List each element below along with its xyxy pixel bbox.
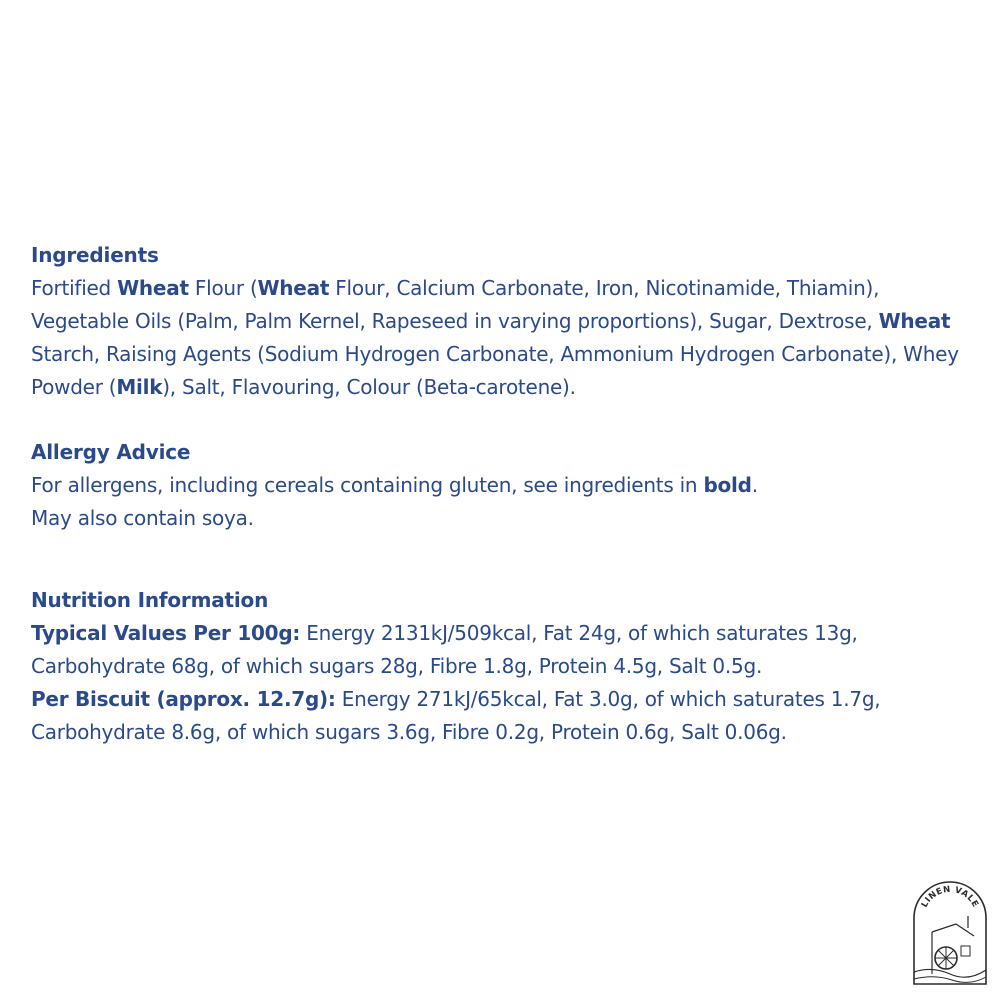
ingredients-heading: Ingredients — [31, 243, 159, 267]
ingredients-seg: ), Salt, Flavouring, Colour (Beta-carotene). — [162, 375, 576, 399]
allergy-section — [31, 436, 971, 535]
allergy-text-end: . — [751, 473, 758, 497]
allergen-wheat: Wheat — [257, 276, 330, 300]
linen-vale-logo-icon — [912, 880, 988, 986]
nutrition-section — [31, 584, 971, 749]
ingredients-seg: Flour ( — [188, 276, 258, 300]
per-100g-label: Typical Values Per 100g: — [31, 621, 301, 645]
allergy-text: For allergens, including cereals containing gluten, see ingredients in — [31, 473, 704, 497]
logo-lettering: LINEN VALE — [919, 884, 981, 910]
allergen-wheat: Wheat — [117, 276, 189, 300]
allergen-milk: Milk — [116, 375, 163, 399]
per-biscuit-values: Energy 271kJ/65kcal, Fat 3.0g, of which saturates 1.7g, Carbohydrate 8.6g, of which sugars 3.6g, Fibre 0.2g, Protein 0.6g, Salt 0.06g. — [31, 687, 881, 744]
per-biscuit-label: Per Biscuit (approx. 12.7g): — [31, 687, 336, 711]
nutrition-per-100g — [31, 617, 971, 683]
allergy-line-1 — [31, 469, 971, 502]
ingredients-seg: Starch, Raising Agents (Sodium Hydrogen Carbonate, Ammonium Hydrogen Carbonate), Whey Powder ( — [31, 342, 959, 399]
allergy-bold-word: bold — [703, 473, 752, 497]
nutrition-per-biscuit — [31, 683, 971, 749]
ingredients-section — [31, 239, 971, 404]
ingredients-text — [31, 272, 971, 404]
allergy-line-2: May also contain soya. — [31, 506, 254, 530]
ingredients-seg: Flour, Calcium Carbonate, Iron, Nicotinamide, Thiamin), Vegetable Oils (Palm, Palm Kernel, Rapeseed in varying proportions), Sugar, Dextrose, — [31, 276, 880, 333]
allergy-heading: Allergy Advice — [31, 440, 191, 464]
allergen-wheat: Wheat — [878, 309, 951, 333]
nutrition-heading: Nutrition Information — [31, 588, 269, 612]
per-100g-values: Energy 2131kJ/509kcal, Fat 24g, of which saturates 13g, Carbohydrate 68g, of which sugars 28g, Fibre 1.8g, Protein 4.5g, Salt 0.5g. — [31, 621, 858, 678]
linen-vale-logo — [912, 880, 988, 986]
ingredients-seg: Fortified — [31, 276, 118, 300]
